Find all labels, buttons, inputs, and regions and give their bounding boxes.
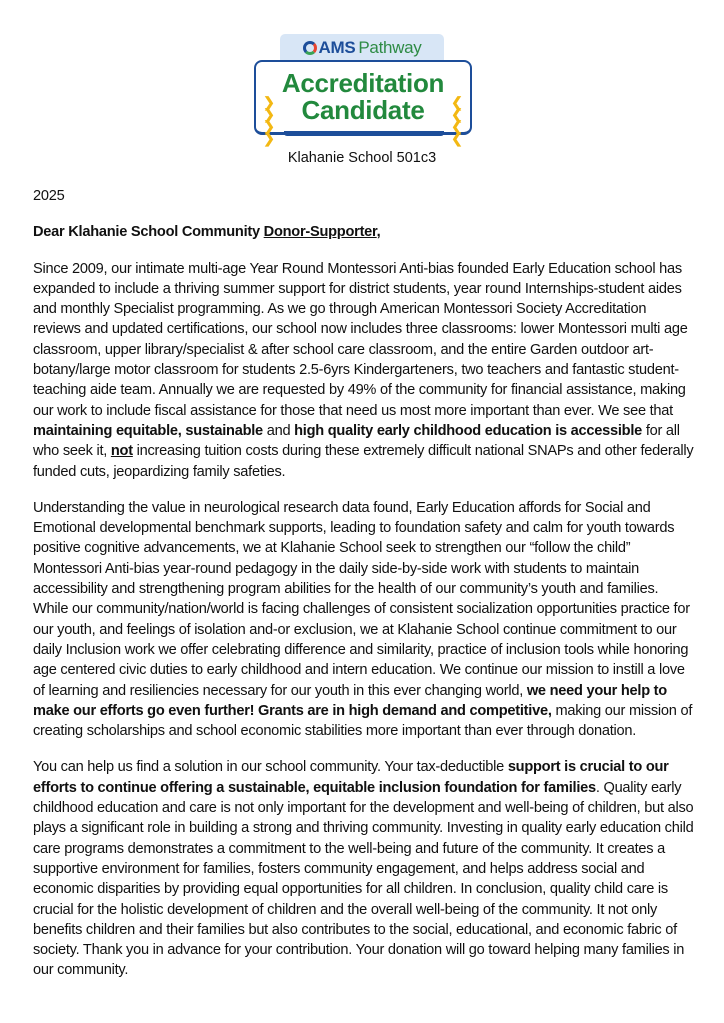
salutation-suffix: ,	[376, 224, 381, 241]
p3-text-1: You can help us find a solution in our school community. Your tax-deductible	[33, 759, 508, 776]
p1-bold-1: maintaining equitable, sustainable	[33, 422, 263, 439]
salutation	[33, 222, 695, 242]
letter-body	[33, 186, 695, 997]
ams-pathway-tab	[280, 34, 444, 61]
paragraph-3	[33, 757, 695, 980]
paragraph-1	[33, 259, 695, 482]
laurel-right-icon: ❮ ❮ ❮ ❮	[451, 94, 463, 146]
salutation-prefix: Dear Klahanie School Community	[33, 224, 264, 241]
accreditation-badge	[254, 60, 472, 146]
p1-text-1: Since 2009, our intimate multi-age Year Round Montessori Anti-bias founded Early Education school has expanded to include a thriving summer support for district students, year round Internships-student aides and monthly Specialist programming. As we go through American Montessori Society Accreditation reviews and updated certifications, our school now includes three classrooms: lower Montessori multi age classroom, upper library/specialist & after school care classroom, and the entire Garden outdoor art-botany/large motor classroom for students 2.5-6yrs Kindergarteners, two teachers and fantastic student-teaching aide team. Annually we are requested by 49% of the community for financial assistance, making our work to include fiscal assistance for those that need us most more important than ever. We see that	[33, 260, 688, 419]
pathway-label: Pathway	[358, 37, 422, 57]
laurel-left-icon: ❯ ❯ ❯ ❯	[263, 94, 275, 146]
salutation-recipient: Donor-Supporter	[263, 224, 377, 241]
p2-text-1: Understanding the value in neurological research data found, Early Education affords for Social and Emotional developmental benchmark supports, leading to foundation safety and calm for youth towards positive cognitive advancements, we at Klahanie School seek to strengthen our “follow the child” Montessori Anti-bias year-round pedagogy in the daily side-by-side work with students to maintain accessibility and strengthening program abilities for the health of our community’s youth and families. While our community/nation/world is facing challenges of consistent socialization opportunities practice for our youth, and feelings of isolation and-or exclusion, we at Klahanie School continue commitment to our daily Inclusion work we offer celebrating difference and similarity, practice of inclusion tools while honoring age centered civic duties to early childhood and intern education. We continue our mission to instill a love of learning and resiliencies necessary for our youth in this ever changing world,	[33, 499, 690, 699]
badge-line-1: Accreditation	[281, 68, 445, 98]
p2-bold-1: we need your help to make our efforts go even further! Grants are in high demand and competitive,	[33, 682, 667, 719]
p1-text-3: for all who seek it,	[33, 422, 680, 460]
p1-text-4: increasing tuition costs during these extremely difficult national SNAPs and other federally funded cuts, jeopardizing family safeties.	[33, 443, 694, 480]
letter-date: 2025	[33, 188, 65, 204]
badge-line-2: Candidate	[301, 95, 425, 125]
school-identifier: Klahanie School 501c3	[287, 150, 437, 166]
paragraph-2	[33, 498, 695, 742]
ams-accreditation-logo	[254, 34, 472, 146]
badge-base-bar	[284, 131, 444, 136]
p1-bold-2: high quality early childhood education is accessible	[294, 422, 643, 439]
ams-ring-icon	[303, 41, 317, 55]
p1-bold-underline-not: not	[110, 443, 133, 460]
p3-text-2: . Quality early childhood education and care is not only important for the development and well-being of children, but also plays a significant role in building a strong and thriving community. Investing in quality early education child care programs demonstrates a commitment to the well-being and future of the community. It creates a supportive environment for families, fosters community engagement, and helps address social and economic disparities by providing equal opportunities for all children. In conclusion, quality child care is crucial for the holistic development of children and the overall well-being of the community. It not only benefits children and their families but also contributes to the social, educational, and economic fabric of society. Thank you in advance for your contribution. Your donation will go toward helping many families in our community.	[33, 779, 694, 979]
p1-text-2: and	[262, 422, 295, 439]
ams-brand: AMS	[318, 37, 356, 57]
p3-bold-1: support is crucial to our efforts to continue offering a sustainable, equitable inclusion foundation for families	[33, 759, 669, 796]
p2-text-2: making our mission of creating scholarships and school economic stabilities more important than ever through donation.	[33, 702, 693, 740]
